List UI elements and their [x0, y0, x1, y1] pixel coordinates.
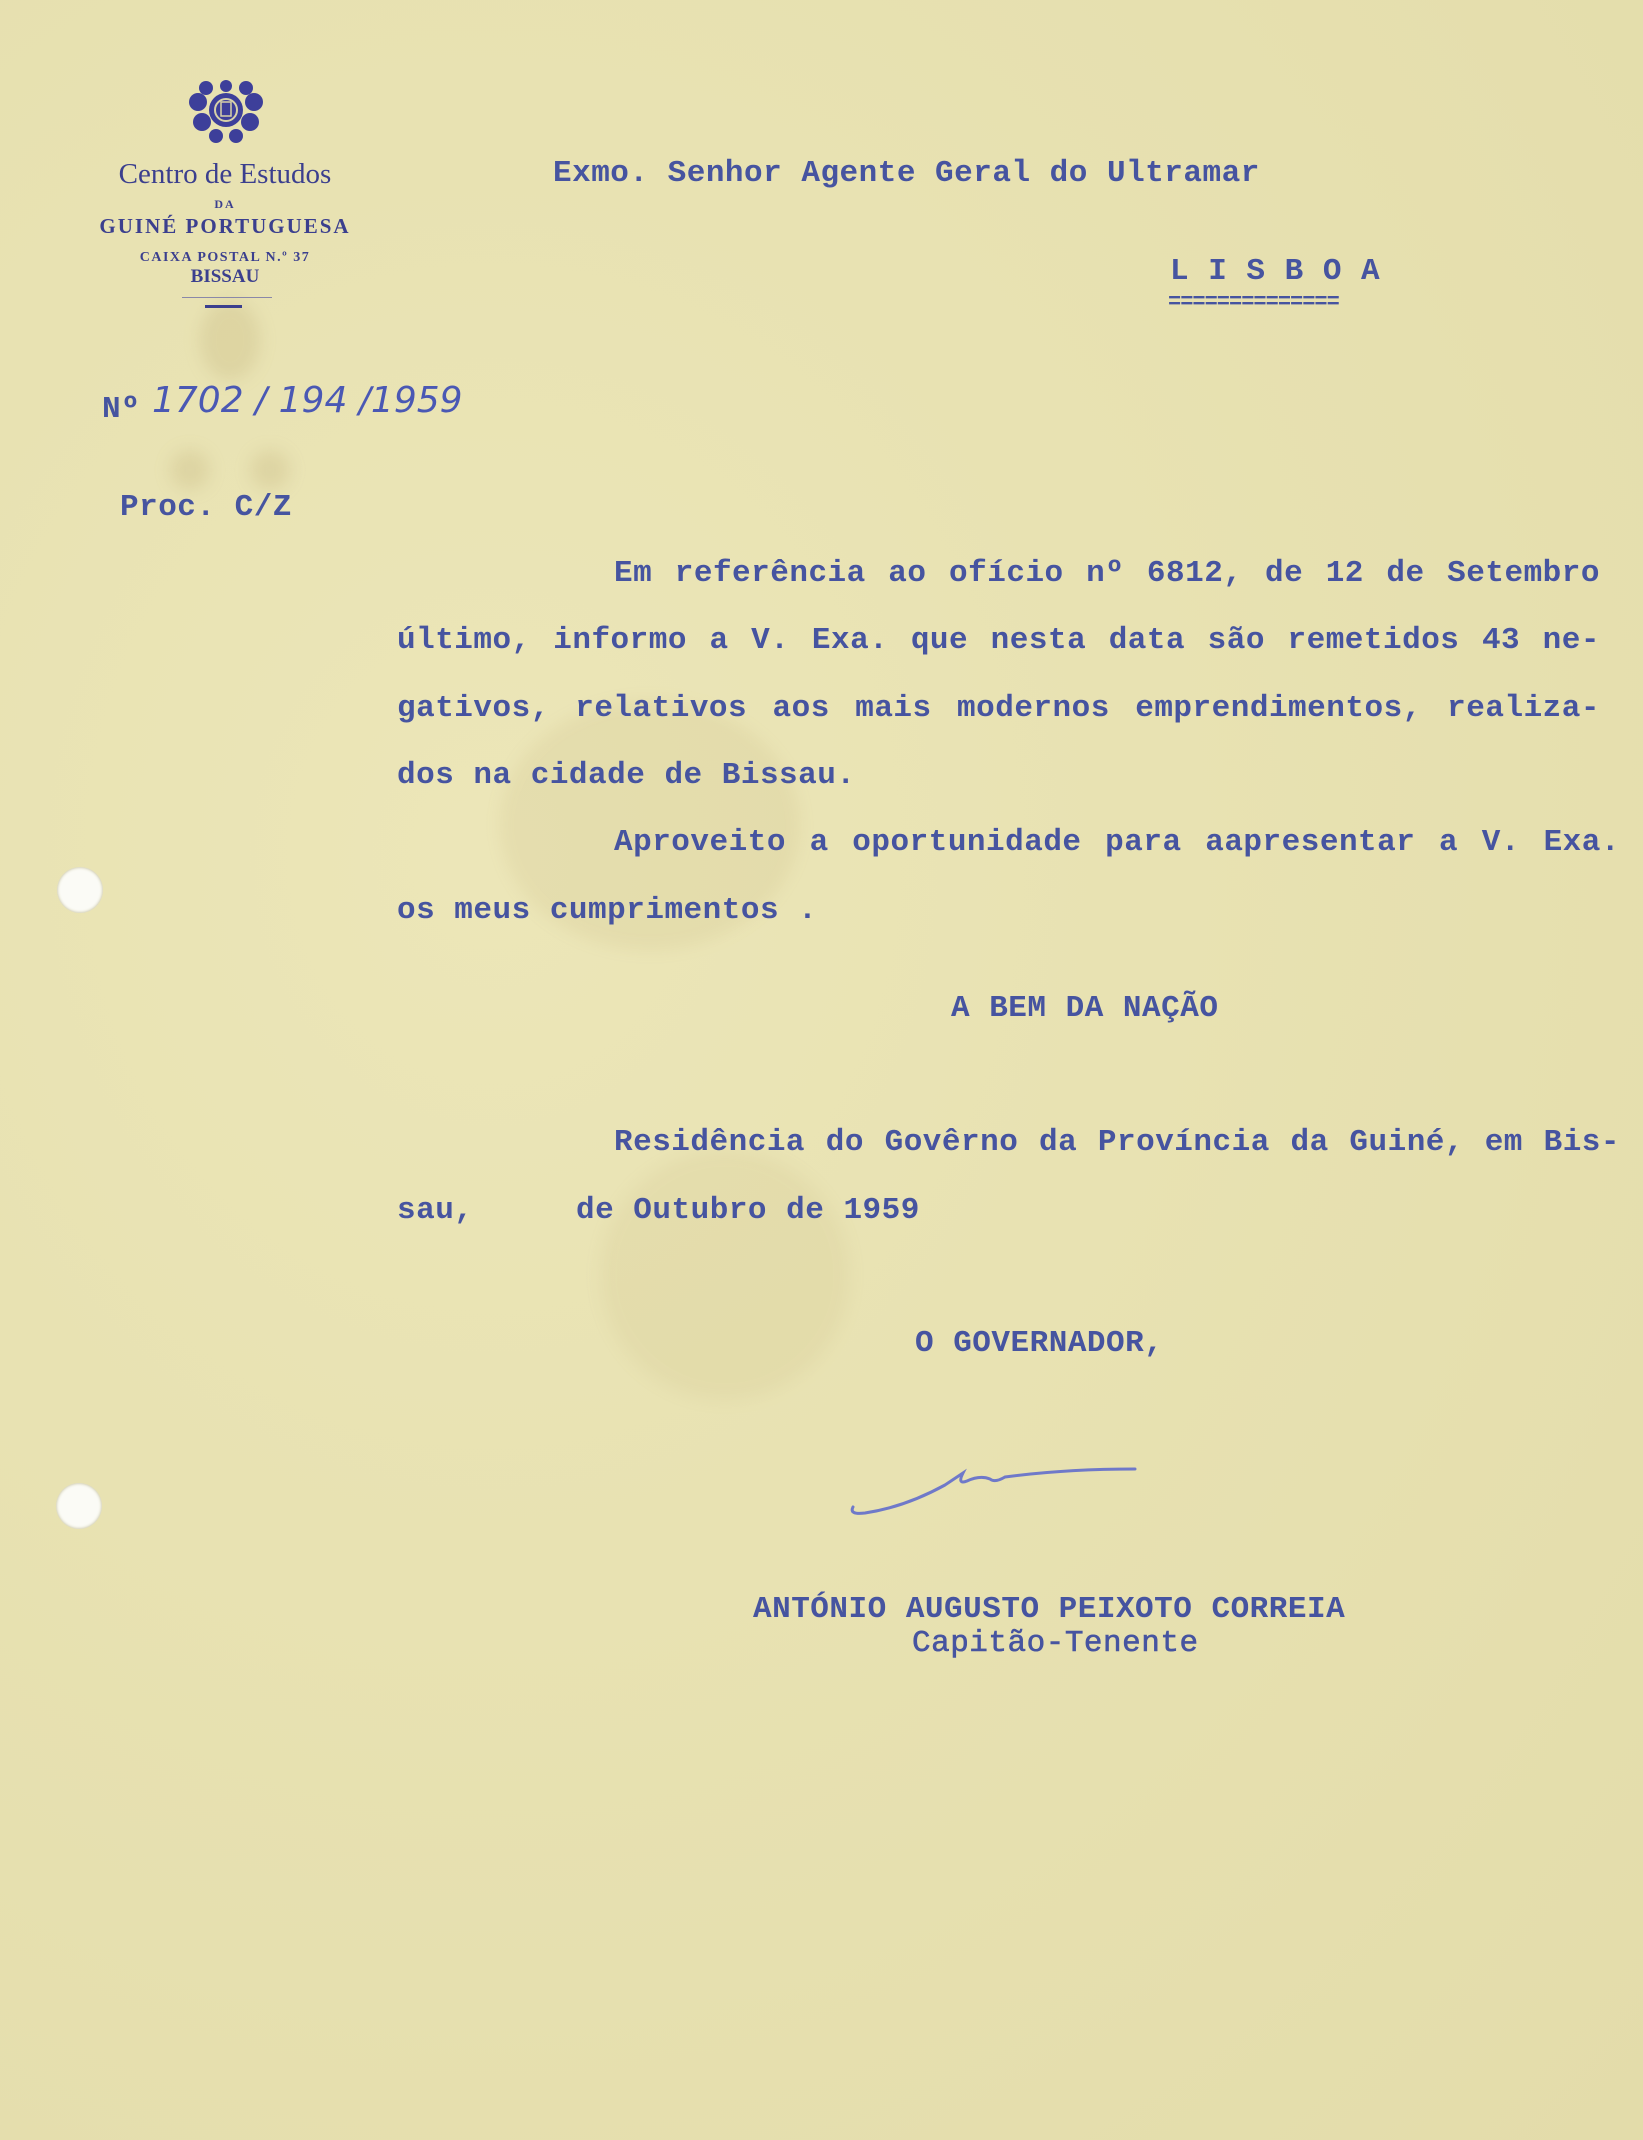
paragraph-line: último, informo a V. Exa. que nesta data são remetidos 43 ne-	[397, 623, 1600, 658]
letterhead-city: BISSAU	[190, 266, 260, 287]
handwritten-signature	[845, 1455, 1145, 1525]
letterhead-da: DA	[214, 197, 236, 211]
handwritten-number: 1702 / 194 /1959	[152, 380, 463, 421]
punch-hole	[57, 867, 103, 913]
letterhead-name: Centro de Estudos	[118, 158, 332, 190]
paragraph-line: gativos, relativos aos mais modernos emprendimentos, realiza-	[397, 691, 1600, 726]
letterhead-rule	[182, 297, 272, 298]
place-line: sau,	[397, 1193, 474, 1228]
letterhead-rule	[205, 305, 242, 308]
paragraph-line: Aproveito a oportunidade para aapresentar a V. Exa.	[614, 825, 1620, 860]
process-reference: Proc. C/Z	[120, 490, 292, 525]
signatory-name: ANTÓNIO AUGUSTO PEIXOTO CORREIA	[753, 1592, 1346, 1627]
date-line: de Outubro de 1959	[576, 1193, 920, 1228]
paragraph-line: dos na cidade de Bissau.	[397, 758, 856, 793]
addressee: Exmo. Senhor Agente Geral do Ultramar	[553, 156, 1260, 191]
motto: A BEM DA NAÇÃO	[951, 991, 1219, 1026]
signatory-title: O GOVERNADOR,	[915, 1326, 1164, 1361]
signatory-rank: Capitão-Tenente	[912, 1626, 1199, 1661]
letterhead-guine: GUINÉ PORTUGUESA	[99, 214, 351, 238]
coat-of-arms-emblem	[182, 78, 270, 148]
letterhead-postal: CAIXA POSTAL N.º 37	[139, 250, 311, 265]
number-label: Nº	[102, 392, 141, 427]
recipient-city: L I S B O A	[1170, 254, 1381, 289]
paragraph-line: os meus cumprimentos .	[397, 893, 818, 928]
punch-hole	[56, 1483, 102, 1529]
city-underline: ==============	[1168, 290, 1339, 315]
paragraph-line: Em referência ao ofício nº 6812, de 12 de Setembro	[614, 556, 1600, 591]
place-line: Residência do Govêrno da Província da Guiné, em Bis-	[614, 1125, 1620, 1160]
